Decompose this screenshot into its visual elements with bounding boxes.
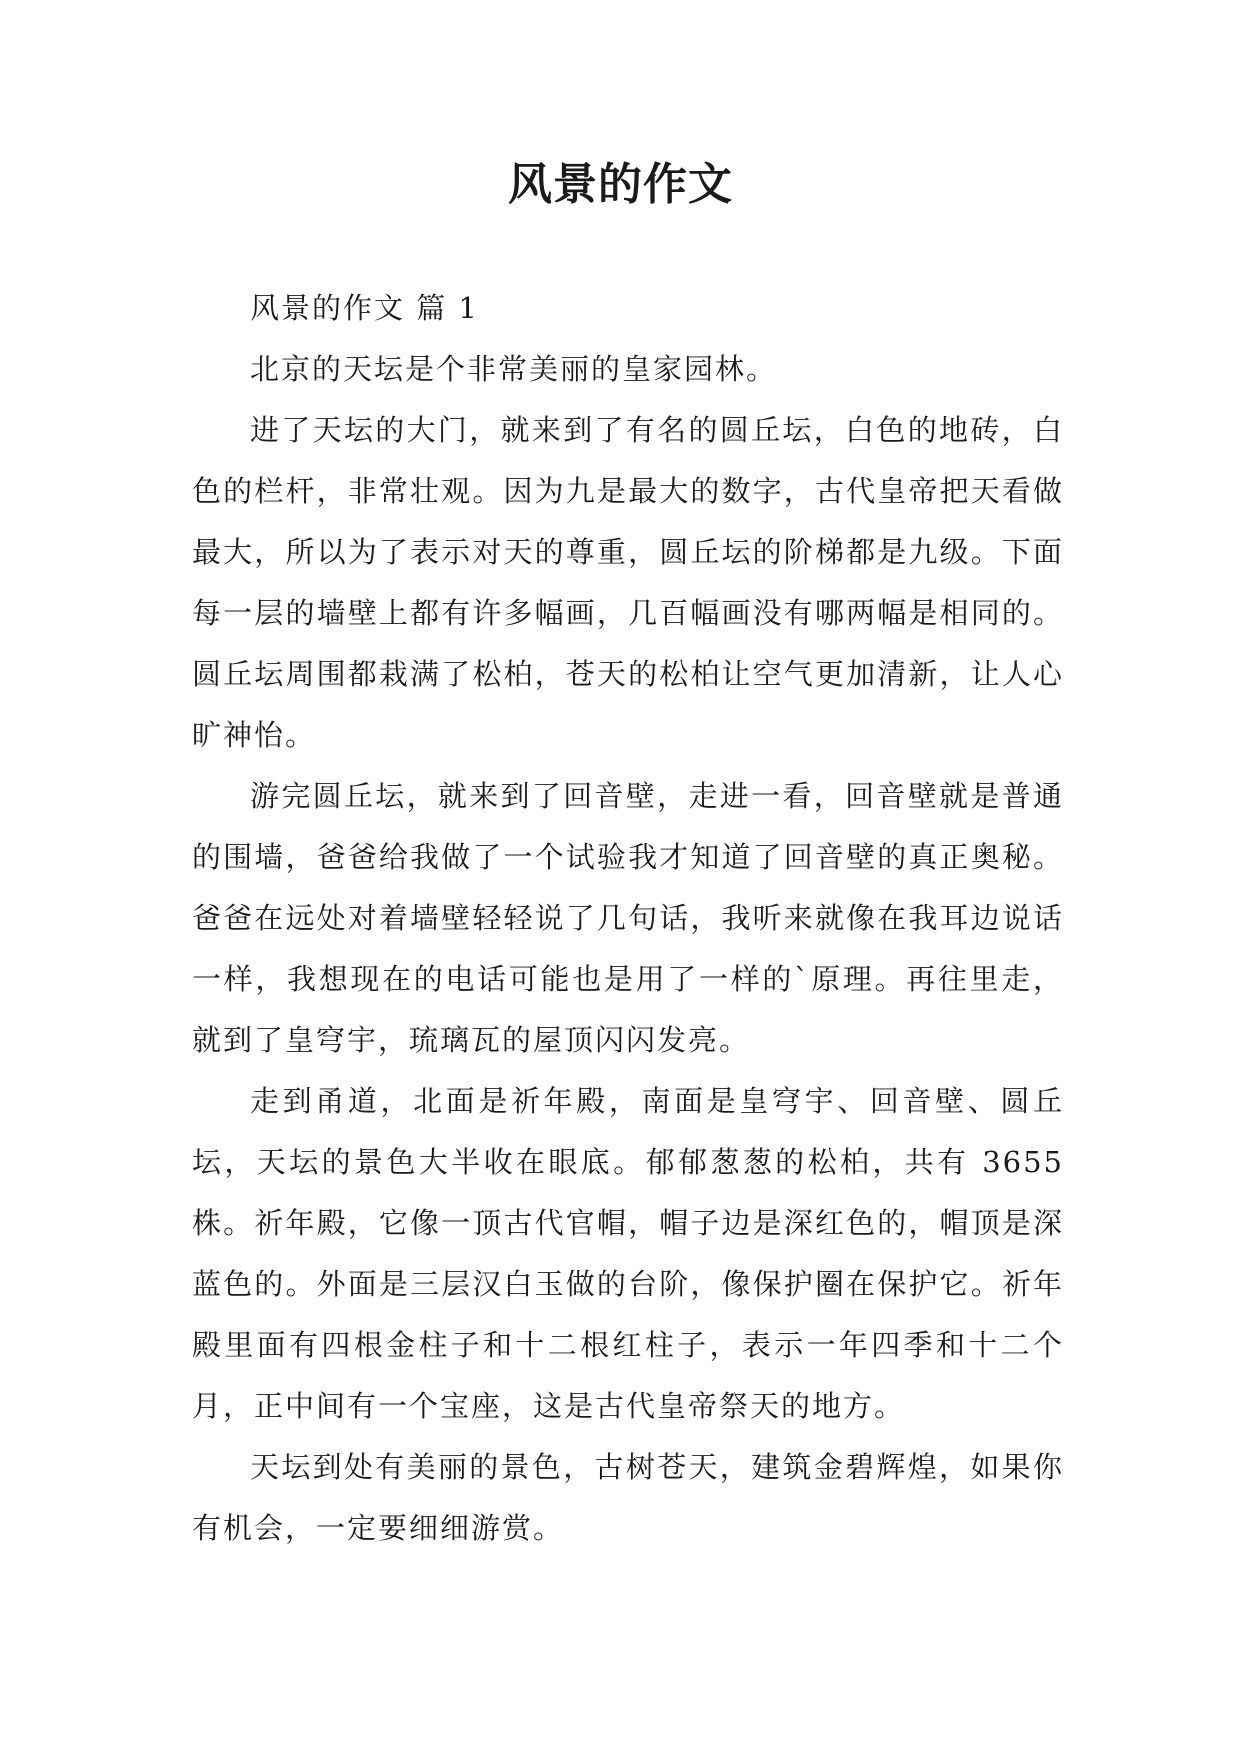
paragraph: 走到甬道，北面是祈年殿，南面是皇穹宇、回音壁、圆丘坛，天坛的景色大半收在眼底。郁郁葱葱的松柏，共有 3655 株。祈年殿，它像一顶古代官帽，帽子边是深红色的，帽顶是深蓝色的。外面是三层汉白玉做的台阶，像保护圈在保护它。祈年殿里面有四根金柱子和十二根红柱子，表示一年四季和十二个月，正中间有一个宝座，这是古代皇帝祭天的地方。 bbox=[192, 1084, 1064, 1423]
paragraph: 进了天坛的大门，就来到了有名的圆丘坛，白色的地砖，白色的栏杆，非常壮观。因为九是最大的数字，古代皇帝把天看做最大，所以为了表示对天的尊重，圆丘坛的阶梯都是九级。下面每一层的墙壁上都有许多幅画，几百幅画没有哪两幅是相同的。圆丘坛周围都栽满了松柏，苍天的松柏让空气更加清新，让人心旷神怡。 bbox=[192, 413, 1064, 752]
paragraph: 游完圆丘坛，就来到了回音壁，走进一看，回音壁就是普通的围墙，爸爸给我做了一个试验我才知道了回音壁的真正奥秘。爸爸在远处对着墙壁轻轻说了几句话，我听来就像在我耳边说话一样，我想现在的电话可能也是用了一样的`原理。再往里走，就到了皇穹宇，琉璃瓦的屋顶闪闪发亮。 bbox=[192, 779, 1064, 1057]
document-body bbox=[192, 278, 1064, 1559]
paragraph: 北京的天坛是个非常美丽的皇家园林。 bbox=[250, 352, 778, 386]
paragraph: 天坛到处有美丽的景色，古树苍天，建筑金碧辉煌，如果你有机会，一定要细细游赏。 bbox=[192, 1450, 1064, 1545]
document-title: 风景的作文 bbox=[508, 159, 733, 210]
section-heading: 风景的作文 篇 1 bbox=[250, 291, 479, 325]
